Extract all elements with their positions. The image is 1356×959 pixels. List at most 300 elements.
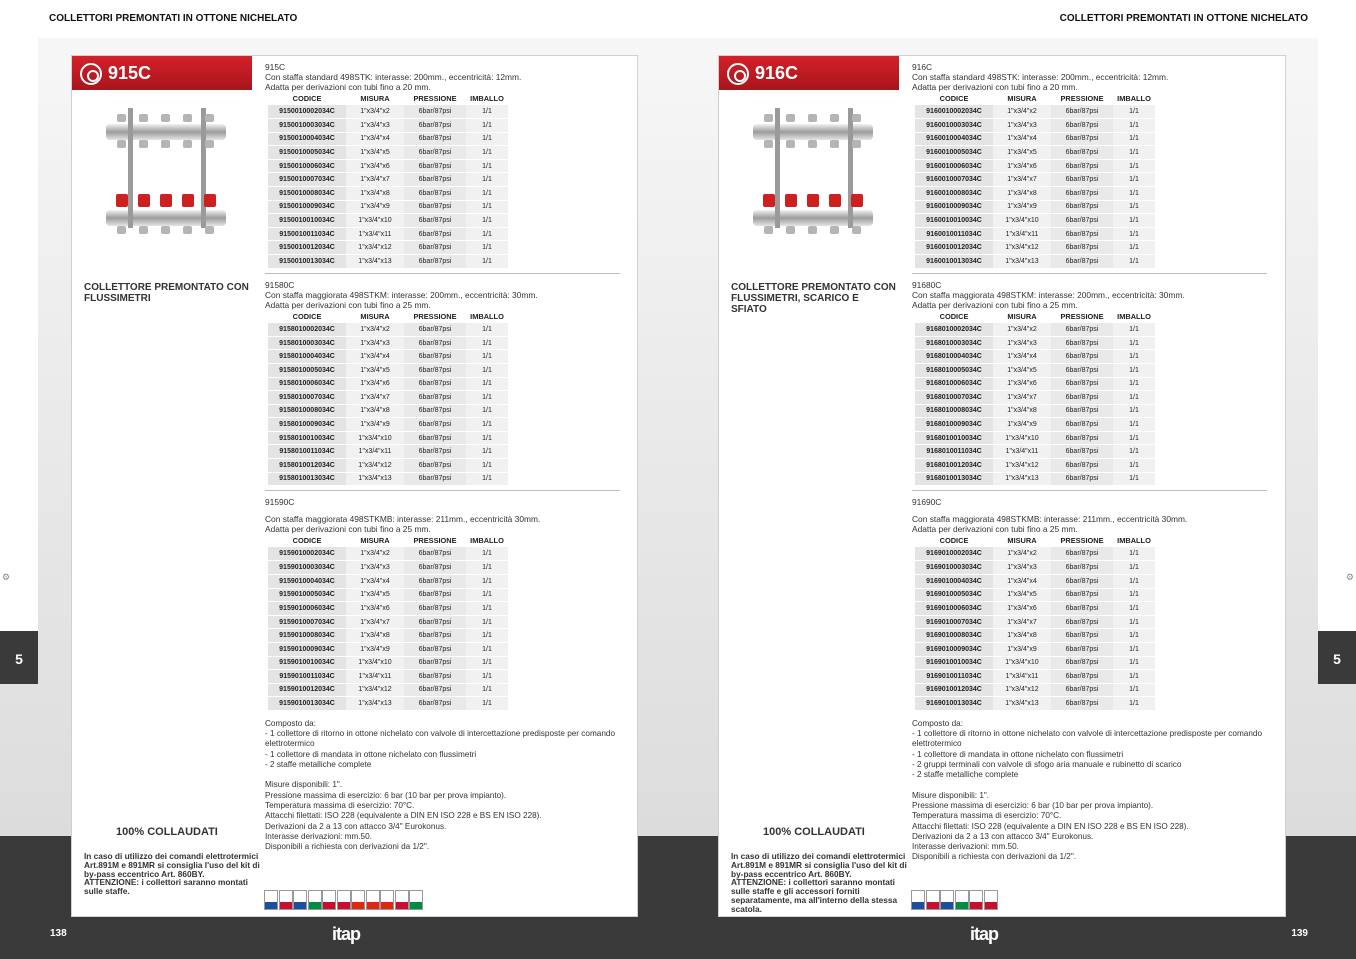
top-cap bbox=[139, 114, 148, 122]
outlet-nut bbox=[808, 226, 817, 234]
column-header: IMBALLO bbox=[470, 311, 504, 321]
table-cell: 1"x3/4"x4 bbox=[993, 574, 1051, 588]
table-cell: 1"x3/4"x4 bbox=[346, 574, 404, 588]
top-cap bbox=[161, 114, 170, 122]
spec-line: Derivazioni da 2 a 13 con attacco 3/4" Eurokonus. bbox=[265, 821, 447, 831]
section-code: 91580C bbox=[265, 279, 295, 290]
table-cell: 9158010003034C bbox=[268, 336, 346, 350]
table-cell: 6bar/87psi bbox=[404, 472, 466, 486]
bracket bbox=[848, 108, 853, 228]
table-cell: 6bar/87psi bbox=[404, 404, 466, 418]
table-cell: 1/1 bbox=[466, 227, 508, 241]
column-header: IMBALLO bbox=[1117, 311, 1151, 321]
outlet-nut bbox=[183, 226, 192, 234]
table-row bbox=[268, 336, 508, 350]
cert-flag-icon bbox=[395, 890, 409, 910]
table-cell: 1/1 bbox=[466, 173, 508, 187]
top-cap bbox=[808, 114, 817, 122]
spec-line: Disponibili a richiesta con derivazioni da 1/2". bbox=[912, 852, 1077, 862]
header-left: COLLETTORI PREMONTATI IN OTTONE NICHELATO bbox=[0, 0, 678, 38]
column-header: PRESSIONE bbox=[413, 94, 457, 103]
table-cell: 6bar/87psi bbox=[1051, 561, 1113, 575]
table-row bbox=[268, 146, 508, 160]
table-cell: 6bar/87psi bbox=[404, 561, 466, 575]
table-cell: 9159010004034C bbox=[268, 574, 346, 588]
table-cell: 1/1 bbox=[466, 241, 508, 255]
table-cell: 1"x3/4"x5 bbox=[346, 588, 404, 602]
cert-flag-icon bbox=[293, 890, 307, 910]
section-code: 915C bbox=[265, 62, 286, 72]
divider bbox=[912, 490, 1267, 491]
top-cap bbox=[183, 114, 192, 122]
table-cell: 9160010007034C bbox=[915, 173, 993, 187]
table-cell: 9159010009034C bbox=[268, 642, 346, 656]
table-cell: 9158010011034C bbox=[268, 445, 346, 459]
table-row bbox=[915, 146, 1155, 160]
flowmeter-valve bbox=[829, 194, 841, 207]
table-row bbox=[268, 629, 508, 643]
table-cell: 1"x3/4"x9 bbox=[993, 642, 1051, 656]
cert-flag-icon bbox=[322, 890, 336, 910]
table-cell: 1/1 bbox=[1113, 377, 1155, 391]
table-cell: 1"x3/4"x3 bbox=[993, 336, 1051, 350]
table-cell: 9150010010034C bbox=[268, 214, 346, 228]
flowmeter-valve bbox=[785, 194, 797, 207]
table-cell: 1"x3/4"x2 bbox=[346, 105, 404, 119]
table-cell: 1/1 bbox=[1113, 105, 1155, 119]
table-header bbox=[268, 310, 508, 323]
column-header: IMBALLO bbox=[1117, 94, 1151, 103]
logo-text: itap bbox=[332, 924, 361, 944]
composition-line: - 2 staffe metalliche complete bbox=[265, 760, 372, 770]
table-cell: 1/1 bbox=[1113, 404, 1155, 418]
product-badge bbox=[719, 56, 899, 90]
section-desc: Con staffa standard 498STK: interasse: 200mm., eccentricità: 12mm. bbox=[265, 72, 522, 82]
table-cell: 9160010013034C bbox=[915, 255, 993, 269]
table-cell: 1/1 bbox=[466, 683, 508, 697]
table-cell: 1/1 bbox=[1113, 363, 1155, 377]
table-cell: 1/1 bbox=[466, 642, 508, 656]
table-row bbox=[915, 547, 1155, 561]
table-cell: 1"x3/4"x3 bbox=[993, 561, 1051, 575]
table-cell: 9168010010034C bbox=[915, 431, 993, 445]
table-cell: 6bar/87psi bbox=[1051, 683, 1113, 697]
manifold-sketch-right-icon: ⚙ bbox=[1345, 572, 1354, 582]
table-cell: 1/1 bbox=[466, 615, 508, 629]
column-header: CODICE bbox=[939, 94, 969, 103]
table-cell: 9158010012034C bbox=[268, 459, 346, 473]
table-cell: 1/1 bbox=[466, 445, 508, 459]
table-cell: 1/1 bbox=[466, 255, 508, 269]
product-table bbox=[915, 310, 1155, 487]
table-cell: 1"x3/4"x8 bbox=[346, 629, 404, 643]
outlet-nut bbox=[205, 226, 214, 234]
outlet-nut bbox=[161, 226, 170, 234]
table-cell: 9169010011034C bbox=[915, 670, 993, 684]
section-desc: Adatta per derivazioni con tubi fino a 25 mm. bbox=[912, 524, 1078, 535]
table-cell: 1"x3/4"x11 bbox=[993, 670, 1051, 684]
bypass-note: In caso di utilizzo dei comandi elettrotermici Art.891M e 891MR si consiglia l'uso del kit di by-pass eccentrico Art. 860BY. ATTENZIONE: i collettori saranno montati sulle staffe. bbox=[84, 851, 260, 897]
table-cell: 1"x3/4"x2 bbox=[993, 547, 1051, 561]
section-desc: Adatta per derivazioni con tubi fino a 25 mm. bbox=[265, 524, 431, 535]
gear-icon bbox=[727, 63, 749, 85]
table-cell: 1"x3/4"x5 bbox=[346, 363, 404, 377]
table-row bbox=[915, 431, 1155, 445]
table-cell: 9160010003034C bbox=[915, 119, 993, 133]
table-cell: 1/1 bbox=[466, 697, 508, 711]
table-row bbox=[915, 227, 1155, 241]
table-cell: 9150010007034C bbox=[268, 173, 346, 187]
logo-text: itap bbox=[970, 924, 999, 944]
table-row bbox=[915, 241, 1155, 255]
table-cell: 6bar/87psi bbox=[404, 588, 466, 602]
table-cell: 9150010011034C bbox=[268, 227, 346, 241]
table-cell: 6bar/87psi bbox=[404, 547, 466, 561]
spec-line: Attacchi filettati: ISO 228 (equivalente a DIN EN ISO 228 e BS EN ISO 228). bbox=[912, 821, 1189, 831]
table-cell: 1"x3/4"x10 bbox=[346, 214, 404, 228]
table-cell: 9158010005034C bbox=[268, 363, 346, 377]
table-cell: 1"x3/4"x12 bbox=[346, 241, 404, 255]
table-cell: 9169010006034C bbox=[915, 602, 993, 616]
table-cell: 1"x3/4"x9 bbox=[993, 418, 1051, 432]
table-cell: 9168010012034C bbox=[915, 459, 993, 473]
badge-text: 916C bbox=[755, 63, 799, 83]
table-cell: 9160010002034C bbox=[915, 105, 993, 119]
table-cell: 1"x3/4"x2 bbox=[346, 323, 404, 337]
table-cell: 1"x3/4"x6 bbox=[993, 377, 1051, 391]
spacer bbox=[265, 507, 620, 514]
table-cell: 9169010004034C bbox=[915, 574, 993, 588]
flowmeter-valve bbox=[160, 194, 172, 207]
top-cap bbox=[205, 114, 214, 122]
column-header: IMBALLO bbox=[470, 94, 504, 103]
table-cell: 1"x3/4"x5 bbox=[993, 588, 1051, 602]
table-cell: 1"x3/4"x7 bbox=[346, 173, 404, 187]
section-desc: Con staffa maggiorata 498STKM: interasse: 200mm., eccentricità: 30mm. bbox=[912, 289, 1185, 300]
table-cell: 9150010008034C bbox=[268, 187, 346, 201]
flowmeter-valve bbox=[807, 194, 819, 207]
cert-flag-icon bbox=[969, 890, 983, 910]
table-cell: 1/1 bbox=[466, 459, 508, 473]
certification-flags bbox=[911, 890, 998, 912]
spec-column bbox=[912, 62, 1267, 863]
spec-line: Misure disponibili: 1". bbox=[265, 780, 343, 790]
table-cell: 1/1 bbox=[1113, 629, 1155, 643]
section-code: 91680C bbox=[912, 279, 942, 290]
table-cell: 6bar/87psi bbox=[404, 377, 466, 391]
table-cell: 1/1 bbox=[1113, 683, 1155, 697]
table-cell: 6bar/87psi bbox=[404, 187, 466, 201]
table-cell: 1"x3/4"x13 bbox=[993, 255, 1051, 269]
table-cell: 9150010005034C bbox=[268, 146, 346, 160]
flowmeter-valve bbox=[138, 194, 150, 207]
table-cell: 1/1 bbox=[1113, 214, 1155, 228]
table-cell: 1/1 bbox=[466, 561, 508, 575]
table-cell: 1"x3/4"x3 bbox=[993, 119, 1051, 133]
outlet-nut bbox=[852, 226, 861, 234]
spec-line: Attacchi filettati: ISO 228 (equivalente a DIN EN ISO 228 e BS EN ISO 228). bbox=[265, 811, 542, 821]
table-row bbox=[915, 363, 1155, 377]
column-header: MISURA bbox=[360, 311, 390, 321]
table-cell: 1"x3/4"x9 bbox=[346, 418, 404, 432]
spec-line: Pressione massima di esercizio: 6 bar (10 bar per prova impianto). bbox=[265, 790, 507, 800]
column-header: IMBALLO bbox=[1117, 536, 1151, 546]
table-cell: 1"x3/4"x4 bbox=[346, 350, 404, 364]
table-cell: 6bar/87psi bbox=[404, 105, 466, 119]
table-cell: 1/1 bbox=[466, 336, 508, 350]
section-desc: Con staffa maggiorata 498STKMB: interasse: 211mm., eccentricità 30mm. bbox=[265, 514, 541, 525]
table-cell: 1/1 bbox=[1113, 336, 1155, 350]
outlet-nut bbox=[852, 140, 861, 148]
cert-flag-icon bbox=[279, 890, 293, 910]
table-row bbox=[268, 574, 508, 588]
table-row bbox=[268, 588, 508, 602]
cert-flag-icon bbox=[984, 890, 998, 910]
table-cell: 6bar/87psi bbox=[1051, 445, 1113, 459]
table-cell: 6bar/87psi bbox=[404, 683, 466, 697]
table-cell: 6bar/87psi bbox=[1051, 146, 1113, 160]
table-cell: 1"x3/4"x2 bbox=[993, 105, 1051, 119]
table-row bbox=[268, 615, 508, 629]
section-number-left: 5 bbox=[15, 651, 23, 667]
table-cell: 6bar/87psi bbox=[404, 214, 466, 228]
table-cell: 9168010005034C bbox=[915, 363, 993, 377]
table-cell: 1/1 bbox=[1113, 670, 1155, 684]
column-header: CODICE bbox=[939, 311, 969, 321]
top-cap bbox=[830, 114, 839, 122]
manifold-pipe bbox=[753, 210, 873, 226]
table-cell: 9160010012034C bbox=[915, 241, 993, 255]
table-cell: 6bar/87psi bbox=[1051, 459, 1113, 473]
table-cell: 6bar/87psi bbox=[404, 255, 466, 269]
table-cell: 9150010003034C bbox=[268, 119, 346, 133]
top-cap bbox=[117, 114, 126, 122]
table-cell: 6bar/87psi bbox=[404, 241, 466, 255]
table-cell: 6bar/87psi bbox=[1051, 377, 1113, 391]
table-header bbox=[915, 534, 1155, 547]
top-cap bbox=[852, 114, 861, 122]
table-cell: 1/1 bbox=[1113, 588, 1155, 602]
table-cell: 9160010005034C bbox=[915, 146, 993, 160]
composition-line: - 1 collettore di ritorno in ottone nichelato con valvole di intercettazione predisposte per comando elettrotermico bbox=[912, 729, 1262, 749]
table-cell: 1/1 bbox=[466, 105, 508, 119]
table-cell: 1"x3/4"x12 bbox=[346, 683, 404, 697]
table-row bbox=[915, 187, 1155, 201]
table-cell: 1"x3/4"x11 bbox=[993, 227, 1051, 241]
table-cell: 1"x3/4"x10 bbox=[993, 431, 1051, 445]
table-cell: 1"x3/4"x8 bbox=[993, 187, 1051, 201]
divider bbox=[265, 490, 620, 491]
table-row bbox=[268, 472, 508, 486]
table-cell: 9159010008034C bbox=[268, 629, 346, 643]
cert-flag-icon bbox=[940, 890, 954, 910]
table-cell: 6bar/87psi bbox=[1051, 615, 1113, 629]
table-cell: 6bar/87psi bbox=[1051, 431, 1113, 445]
column-header: MISURA bbox=[1007, 94, 1037, 103]
table-cell: 1"x3/4"x7 bbox=[346, 615, 404, 629]
table-cell: 1/1 bbox=[1113, 159, 1155, 173]
composition-line: - 1 collettore di mandata in ottone nichelato con flussimetri bbox=[265, 749, 477, 759]
table-row bbox=[268, 683, 508, 697]
table-cell: 9158010002034C bbox=[268, 323, 346, 337]
outlet-nut bbox=[764, 226, 773, 234]
table-cell: 1/1 bbox=[1113, 642, 1155, 656]
divider bbox=[265, 273, 620, 274]
table-row bbox=[915, 697, 1155, 711]
table-row bbox=[268, 602, 508, 616]
table-row bbox=[915, 574, 1155, 588]
table-cell: 1/1 bbox=[466, 629, 508, 643]
table-cell: 1"x3/4"x13 bbox=[346, 472, 404, 486]
left-margin bbox=[0, 30, 38, 684]
table-cell: 6bar/87psi bbox=[1051, 187, 1113, 201]
table-cell: 1/1 bbox=[466, 656, 508, 670]
column-header: PRESSIONE bbox=[1060, 536, 1104, 546]
section-desc: Adatta per derivazioni con tubi fino a 20 mm. bbox=[912, 82, 1078, 92]
table-cell: 9168010011034C bbox=[915, 445, 993, 459]
table-row bbox=[268, 227, 508, 241]
manifold-pipe bbox=[106, 210, 226, 226]
cert-flag-icon bbox=[380, 890, 394, 910]
outlet-nut bbox=[117, 140, 126, 148]
product-label: COLLETTORE PREMONTATO CON FLUSSIMETRI bbox=[84, 282, 249, 304]
top-cap bbox=[786, 114, 795, 122]
table-cell: 6bar/87psi bbox=[1051, 132, 1113, 146]
table-cell: 1/1 bbox=[1113, 561, 1155, 575]
table-cell: 6bar/87psi bbox=[404, 629, 466, 643]
table-row bbox=[915, 472, 1155, 486]
table-row bbox=[915, 391, 1155, 405]
table-row bbox=[915, 200, 1155, 214]
column-header: CODICE bbox=[939, 536, 969, 546]
product-table bbox=[268, 92, 508, 269]
table-cell: 6bar/87psi bbox=[404, 459, 466, 473]
spec-line: Pressione massima di esercizio: 6 bar (10 bar per prova impianto). bbox=[912, 800, 1154, 810]
table-cell: 6bar/87psi bbox=[1051, 323, 1113, 337]
table-cell: 9160010008034C bbox=[915, 187, 993, 201]
table-cell: 1/1 bbox=[1113, 418, 1155, 432]
outlet-nut bbox=[139, 140, 148, 148]
cert-flag-icon bbox=[337, 890, 351, 910]
product-table bbox=[268, 534, 508, 711]
certification-flags bbox=[264, 890, 424, 912]
table-cell: 1"x3/4"x9 bbox=[993, 200, 1051, 214]
table-cell: 6bar/87psi bbox=[1051, 404, 1113, 418]
table-cell: 9168010002034C bbox=[915, 323, 993, 337]
table-row bbox=[915, 336, 1155, 350]
outlet-nut bbox=[786, 226, 795, 234]
table-cell: 6bar/87psi bbox=[1051, 119, 1113, 133]
composition-line: - 1 collettore di mandata in ottone nichelato con flussimetri bbox=[912, 749, 1124, 759]
cert-flag-icon bbox=[264, 890, 278, 910]
table-cell: 1"x3/4"x3 bbox=[346, 336, 404, 350]
column-header: MISURA bbox=[360, 94, 390, 103]
table-cell: 9150010013034C bbox=[268, 255, 346, 269]
section-desc: Con staffa standard 498STK: interasse: 200mm., eccentricità: 12mm. bbox=[912, 72, 1169, 82]
table-cell: 1/1 bbox=[466, 200, 508, 214]
table-cell: 6bar/87psi bbox=[1051, 200, 1113, 214]
table-cell: 6bar/87psi bbox=[1051, 159, 1113, 173]
table-row bbox=[915, 350, 1155, 364]
table-cell: 1"x3/4"x8 bbox=[346, 187, 404, 201]
table-cell: 9150010009034C bbox=[268, 200, 346, 214]
table-cell: 1"x3/4"x11 bbox=[346, 670, 404, 684]
table-cell: 1"x3/4"x2 bbox=[346, 547, 404, 561]
table-header bbox=[268, 92, 508, 105]
table-cell: 1/1 bbox=[466, 431, 508, 445]
column-header: IMBALLO bbox=[470, 536, 504, 546]
table-cell: 9159010010034C bbox=[268, 656, 346, 670]
manifold-sketch-left-icon: ⚙ bbox=[2, 572, 11, 582]
table-cell: 9158010008034C bbox=[268, 404, 346, 418]
table-row bbox=[268, 105, 508, 119]
table-cell: 1"x3/4"x12 bbox=[993, 459, 1051, 473]
composition-line: Composto da: bbox=[265, 718, 316, 728]
flowmeter-valve bbox=[851, 194, 863, 207]
table-cell: 1"x3/4"x4 bbox=[993, 132, 1051, 146]
table-row bbox=[915, 173, 1155, 187]
table-cell: 1/1 bbox=[466, 418, 508, 432]
top-cap bbox=[764, 114, 773, 122]
spec-column bbox=[265, 62, 620, 852]
column-header: CODICE bbox=[292, 311, 322, 321]
specs-text bbox=[265, 780, 620, 852]
spec-line: Temperatura massima di esercizio: 70°C. bbox=[265, 800, 415, 810]
table-row bbox=[268, 697, 508, 711]
table-cell: 9159010005034C bbox=[268, 588, 346, 602]
table-cell: 1"x3/4"x13 bbox=[993, 697, 1051, 711]
table-cell: 1"x3/4"x10 bbox=[346, 431, 404, 445]
table-cell: 9168010009034C bbox=[915, 418, 993, 432]
table-cell: 9159010007034C bbox=[268, 615, 346, 629]
table-cell: 6bar/87psi bbox=[1051, 656, 1113, 670]
table-cell: 1"x3/4"x12 bbox=[346, 459, 404, 473]
cert-flag-icon bbox=[351, 890, 365, 910]
table-cell: 9169010005034C bbox=[915, 588, 993, 602]
table-cell: 1/1 bbox=[466, 363, 508, 377]
table-cell: 6bar/87psi bbox=[404, 642, 466, 656]
table-cell: 6bar/87psi bbox=[1051, 241, 1113, 255]
cert-flag-icon bbox=[308, 890, 322, 910]
table-row bbox=[268, 642, 508, 656]
section-code: 91590C bbox=[265, 497, 295, 508]
outlet-nut bbox=[139, 226, 148, 234]
table-row bbox=[915, 214, 1155, 228]
table-row bbox=[915, 642, 1155, 656]
table-cell: 6bar/87psi bbox=[1051, 574, 1113, 588]
table-cell: 1"x3/4"x11 bbox=[346, 445, 404, 459]
product-panel bbox=[71, 55, 638, 917]
table-cell: 9160010011034C bbox=[915, 227, 993, 241]
table-cell: 6bar/87psi bbox=[1051, 418, 1113, 432]
outlet-nut bbox=[161, 140, 170, 148]
header-right: COLLETTORI PREMONTATI IN OTTONE NICHELATO bbox=[678, 0, 1356, 38]
column-header: CODICE bbox=[292, 94, 322, 103]
section-desc: Adatta per derivazioni con tubi fino a 25 mm. bbox=[912, 299, 1078, 310]
table-cell: 9150010002034C bbox=[268, 105, 346, 119]
table-row bbox=[268, 561, 508, 575]
table-cell: 6bar/87psi bbox=[1051, 255, 1113, 269]
table-cell: 6bar/87psi bbox=[404, 670, 466, 684]
table-cell: 6bar/87psi bbox=[1051, 547, 1113, 561]
table-row bbox=[915, 602, 1155, 616]
outlet-nut bbox=[786, 140, 795, 148]
composition-line: Composto da: bbox=[912, 718, 963, 728]
table-cell: 9159010013034C bbox=[268, 697, 346, 711]
column-header: MISURA bbox=[360, 536, 390, 546]
table-cell: 1/1 bbox=[1113, 656, 1155, 670]
spec-line: Interasse derivazioni: mm.50. bbox=[912, 842, 1019, 852]
